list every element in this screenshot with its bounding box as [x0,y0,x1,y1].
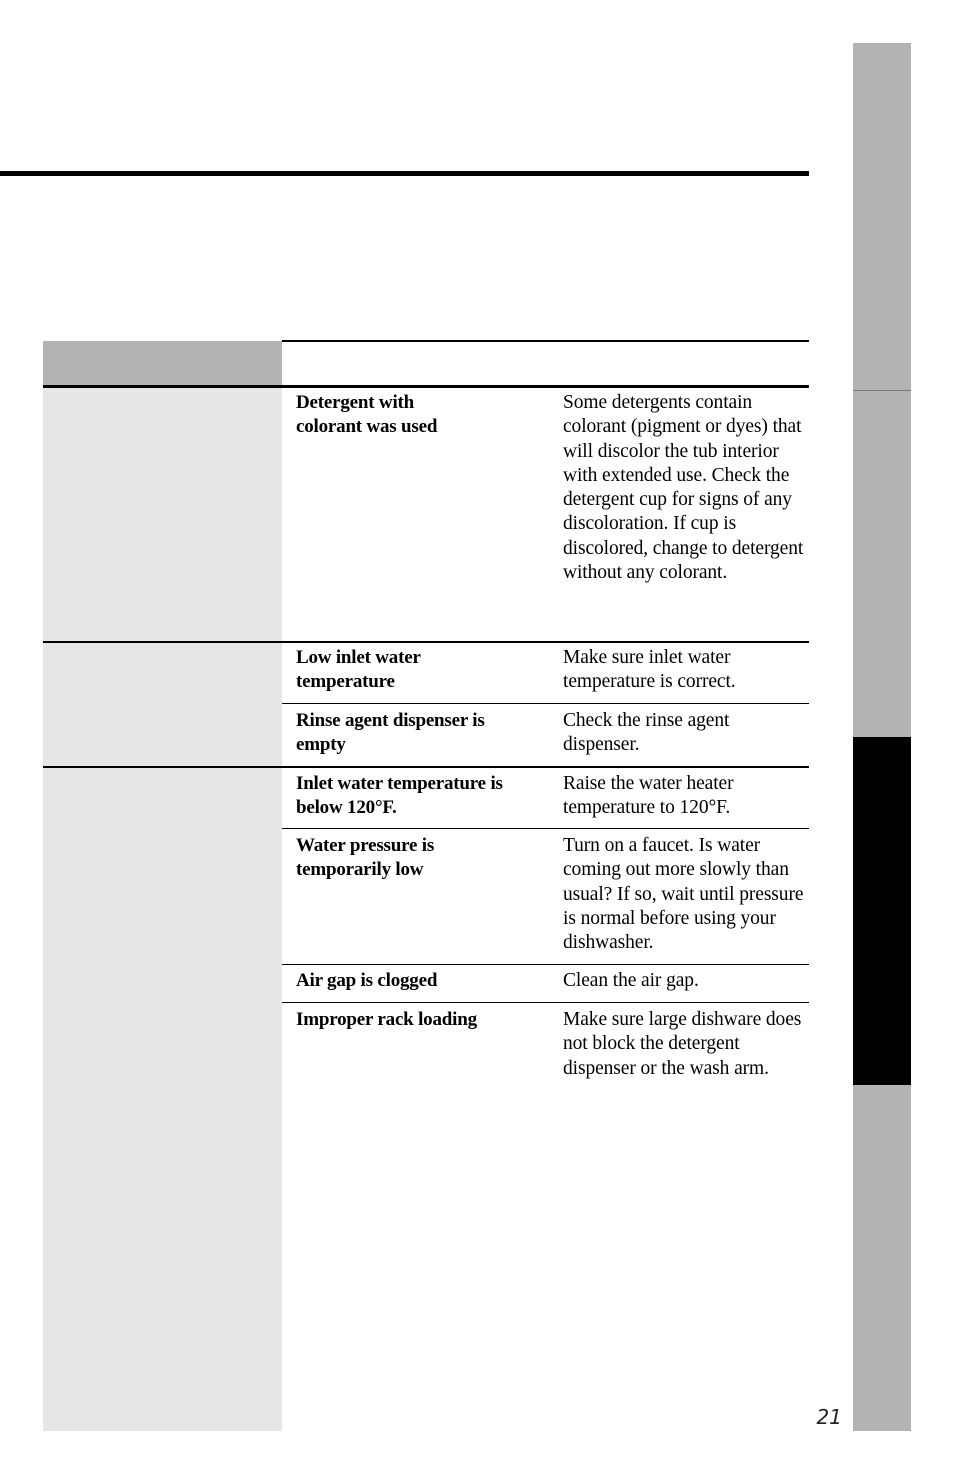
problem-column [43,341,282,1431]
group-divider [43,766,809,768]
solution-text: Clean the air gap. [563,970,699,991]
table-header-rule [282,340,809,342]
solution-text: Turn on a faucet. Is water coming out more slowly than usual? If so, wait until pressure is normal before using your dishwasher. [563,835,804,954]
row-divider [282,964,809,965]
section-tab-active [853,737,911,1085]
group-divider [43,641,809,643]
solution-text: Check the rinse agent dispenser. [563,710,730,756]
solution-text: Some detergents contain colorant (pigment or dyes) that will discolor the tub interior with extended use. Check the detergent cup for signs of any discoloration. If cup is discolored, change to detergent without any colorant. [563,392,804,584]
solution-text: Make sure inlet water temperature is correct. [563,647,736,693]
table-header-left [43,341,282,385]
section-tab-1 [853,43,911,390]
solution-text: Raise the water heater temperature to 120°F. [563,773,734,819]
section-tab-2 [853,391,911,737]
cause-text: Water pressure is temporarily low [296,835,435,881]
table-header-bottom-rule [43,385,809,388]
cause-text: Rinse agent dispenser is empty [296,710,485,756]
solution-text: Make sure large dishware does not block the detergent dispenser or the wash arm. [563,1009,802,1079]
cause-text: Improper rack loading [296,1009,477,1030]
row-divider [282,703,809,704]
page-number: 21 [816,1405,842,1429]
section-tab-4 [853,1085,911,1431]
cause-text: Low inlet water temperature [296,647,421,693]
cause-text: Detergent with colorant was used [296,392,438,438]
cause-text: Air gap is clogged [296,970,438,991]
row-divider [282,1002,809,1003]
cause-text: Inlet water temperature is below 120°F. [296,773,503,819]
top-rule [0,171,809,176]
row-divider [282,828,809,829]
